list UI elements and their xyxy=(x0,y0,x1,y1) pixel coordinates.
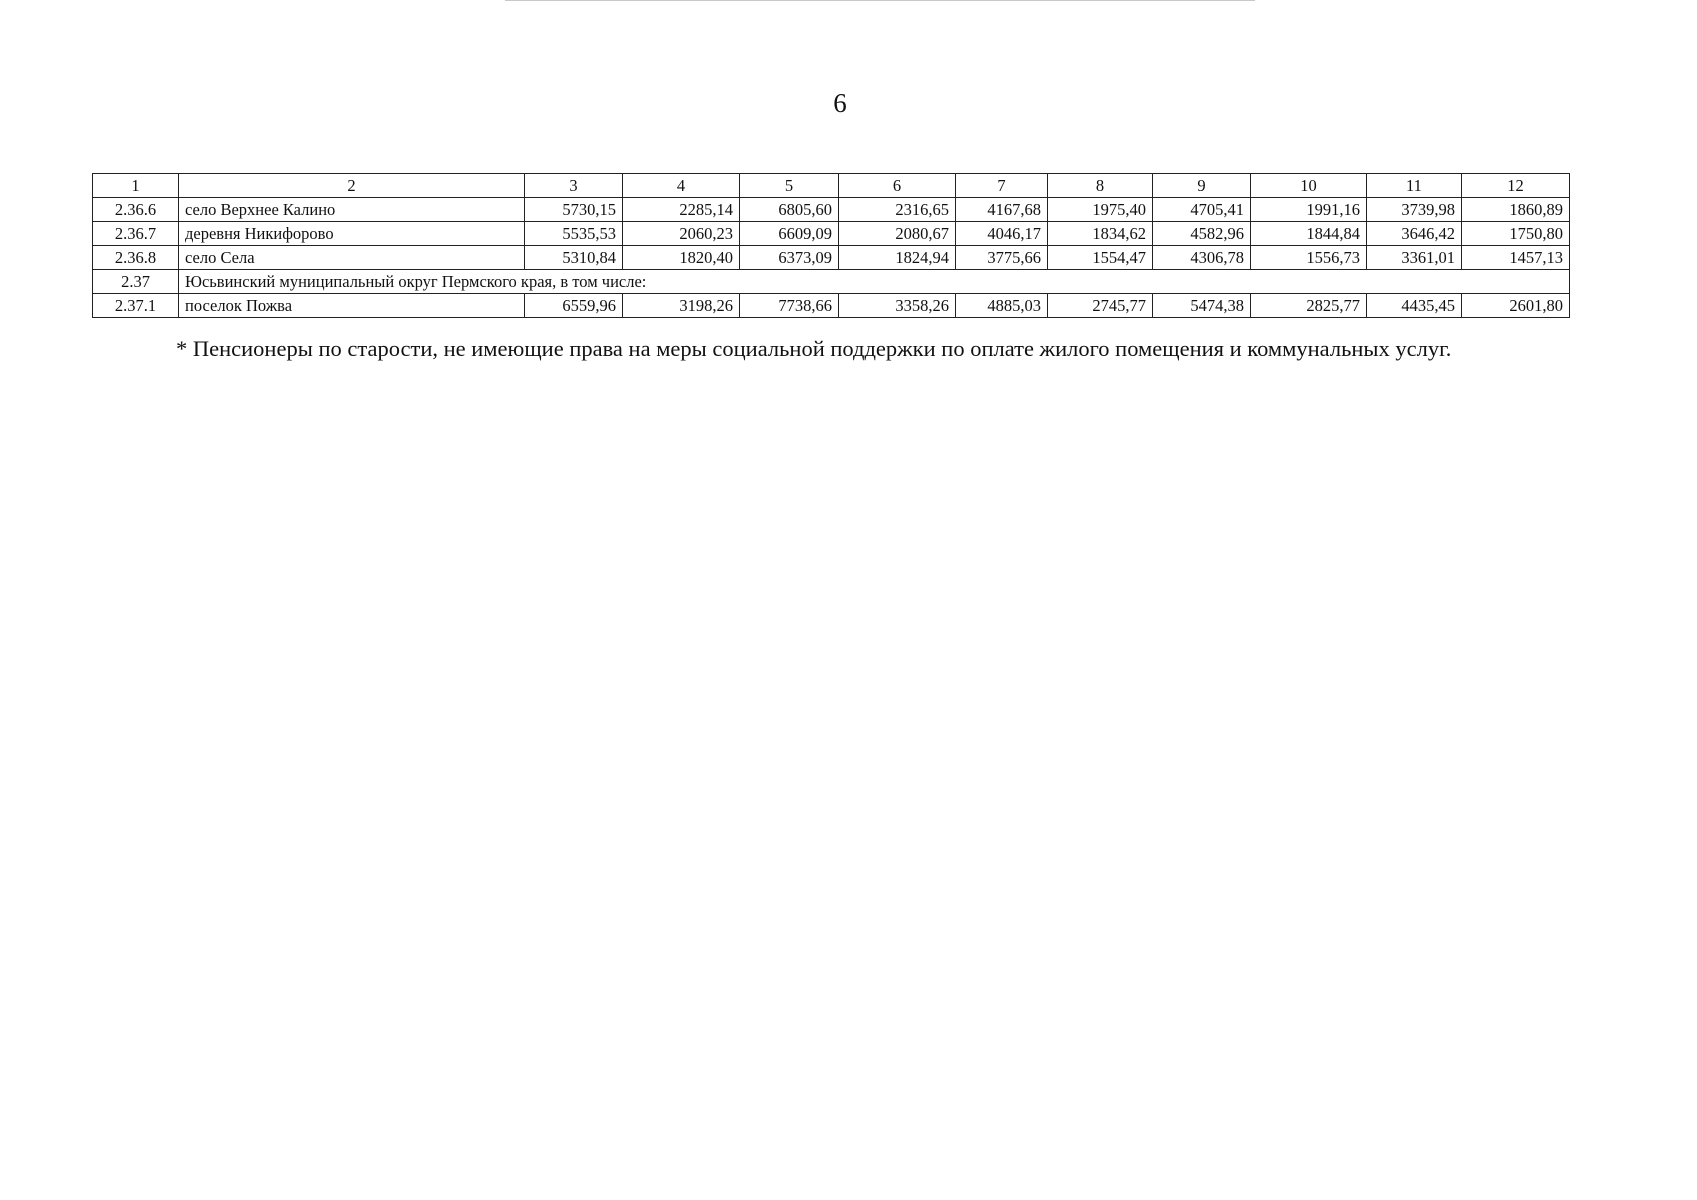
group-code: 2.37 xyxy=(93,270,179,294)
row-value: 1556,73 xyxy=(1251,246,1367,270)
scan-edge-line xyxy=(505,0,1255,1)
column-header: 6 xyxy=(839,174,956,198)
row-value: 1554,47 xyxy=(1048,246,1153,270)
column-header: 2 xyxy=(179,174,525,198)
footnote: * Пенсионеры по старости, не имеющие права на меры социальной поддержки по оплате жилого помещения и коммунальных услуг. xyxy=(176,336,1452,361)
column-header: 4 xyxy=(623,174,740,198)
row-value: 2825,77 xyxy=(1251,294,1367,318)
row-value: 6609,09 xyxy=(740,222,839,246)
row-value: 2060,23 xyxy=(623,222,740,246)
row-value: 1457,13 xyxy=(1462,246,1570,270)
column-header: 8 xyxy=(1048,174,1153,198)
table-header-row xyxy=(93,174,1570,198)
column-header: 11 xyxy=(1367,174,1462,198)
row-code: 2.37.1 xyxy=(93,294,179,318)
row-value: 3358,26 xyxy=(839,294,956,318)
group-name: Юсьвинский муниципальный округ Пермского края, в том числе: xyxy=(179,270,1570,294)
row-value: 6373,09 xyxy=(740,246,839,270)
row-code: 2.36.8 xyxy=(93,246,179,270)
row-value: 4582,96 xyxy=(1153,222,1251,246)
row-value: 4046,17 xyxy=(956,222,1048,246)
row-value: 5474,38 xyxy=(1153,294,1251,318)
row-value: 4885,03 xyxy=(956,294,1048,318)
row-code: 2.36.7 xyxy=(93,222,179,246)
row-value: 5535,53 xyxy=(525,222,623,246)
row-value: 3775,66 xyxy=(956,246,1048,270)
row-value: 2601,80 xyxy=(1462,294,1570,318)
table-group-row xyxy=(93,270,1570,294)
row-value: 1750,80 xyxy=(1462,222,1570,246)
row-value: 4167,68 xyxy=(956,198,1048,222)
row-value: 1991,16 xyxy=(1251,198,1367,222)
row-value: 7738,66 xyxy=(740,294,839,318)
row-value: 3646,42 xyxy=(1367,222,1462,246)
row-value: 4306,78 xyxy=(1153,246,1251,270)
row-name: село Верхнее Калино xyxy=(179,198,525,222)
row-value: 3198,26 xyxy=(623,294,740,318)
column-header: 10 xyxy=(1251,174,1367,198)
row-value: 2745,77 xyxy=(1048,294,1153,318)
table-row xyxy=(93,246,1570,270)
row-value: 5310,84 xyxy=(525,246,623,270)
table-row xyxy=(93,294,1570,318)
table-row xyxy=(93,198,1570,222)
page-number: 6 xyxy=(833,88,847,118)
row-value: 3739,98 xyxy=(1367,198,1462,222)
tariff-table xyxy=(92,173,1570,318)
row-value: 1824,94 xyxy=(839,246,956,270)
row-value: 1844,84 xyxy=(1251,222,1367,246)
row-value: 6805,60 xyxy=(740,198,839,222)
row-value: 6559,96 xyxy=(525,294,623,318)
column-header: 3 xyxy=(525,174,623,198)
row-value: 5730,15 xyxy=(525,198,623,222)
row-value: 1820,40 xyxy=(623,246,740,270)
row-value: 1860,89 xyxy=(1462,198,1570,222)
row-value: 3361,01 xyxy=(1367,246,1462,270)
row-name: село Села xyxy=(179,246,525,270)
row-value: 1975,40 xyxy=(1048,198,1153,222)
row-value: 1834,62 xyxy=(1048,222,1153,246)
column-header: 7 xyxy=(956,174,1048,198)
column-header: 9 xyxy=(1153,174,1251,198)
row-value: 4705,41 xyxy=(1153,198,1251,222)
column-header: 5 xyxy=(740,174,839,198)
column-header: 1 xyxy=(93,174,179,198)
row-value: 4435,45 xyxy=(1367,294,1462,318)
column-header: 12 xyxy=(1462,174,1570,198)
row-value: 2285,14 xyxy=(623,198,740,222)
row-name: деревня Никифорово xyxy=(179,222,525,246)
row-value: 2080,67 xyxy=(839,222,956,246)
row-value: 2316,65 xyxy=(839,198,956,222)
row-name: поселок Пожва xyxy=(179,294,525,318)
row-code: 2.36.6 xyxy=(93,198,179,222)
table-row xyxy=(93,222,1570,246)
